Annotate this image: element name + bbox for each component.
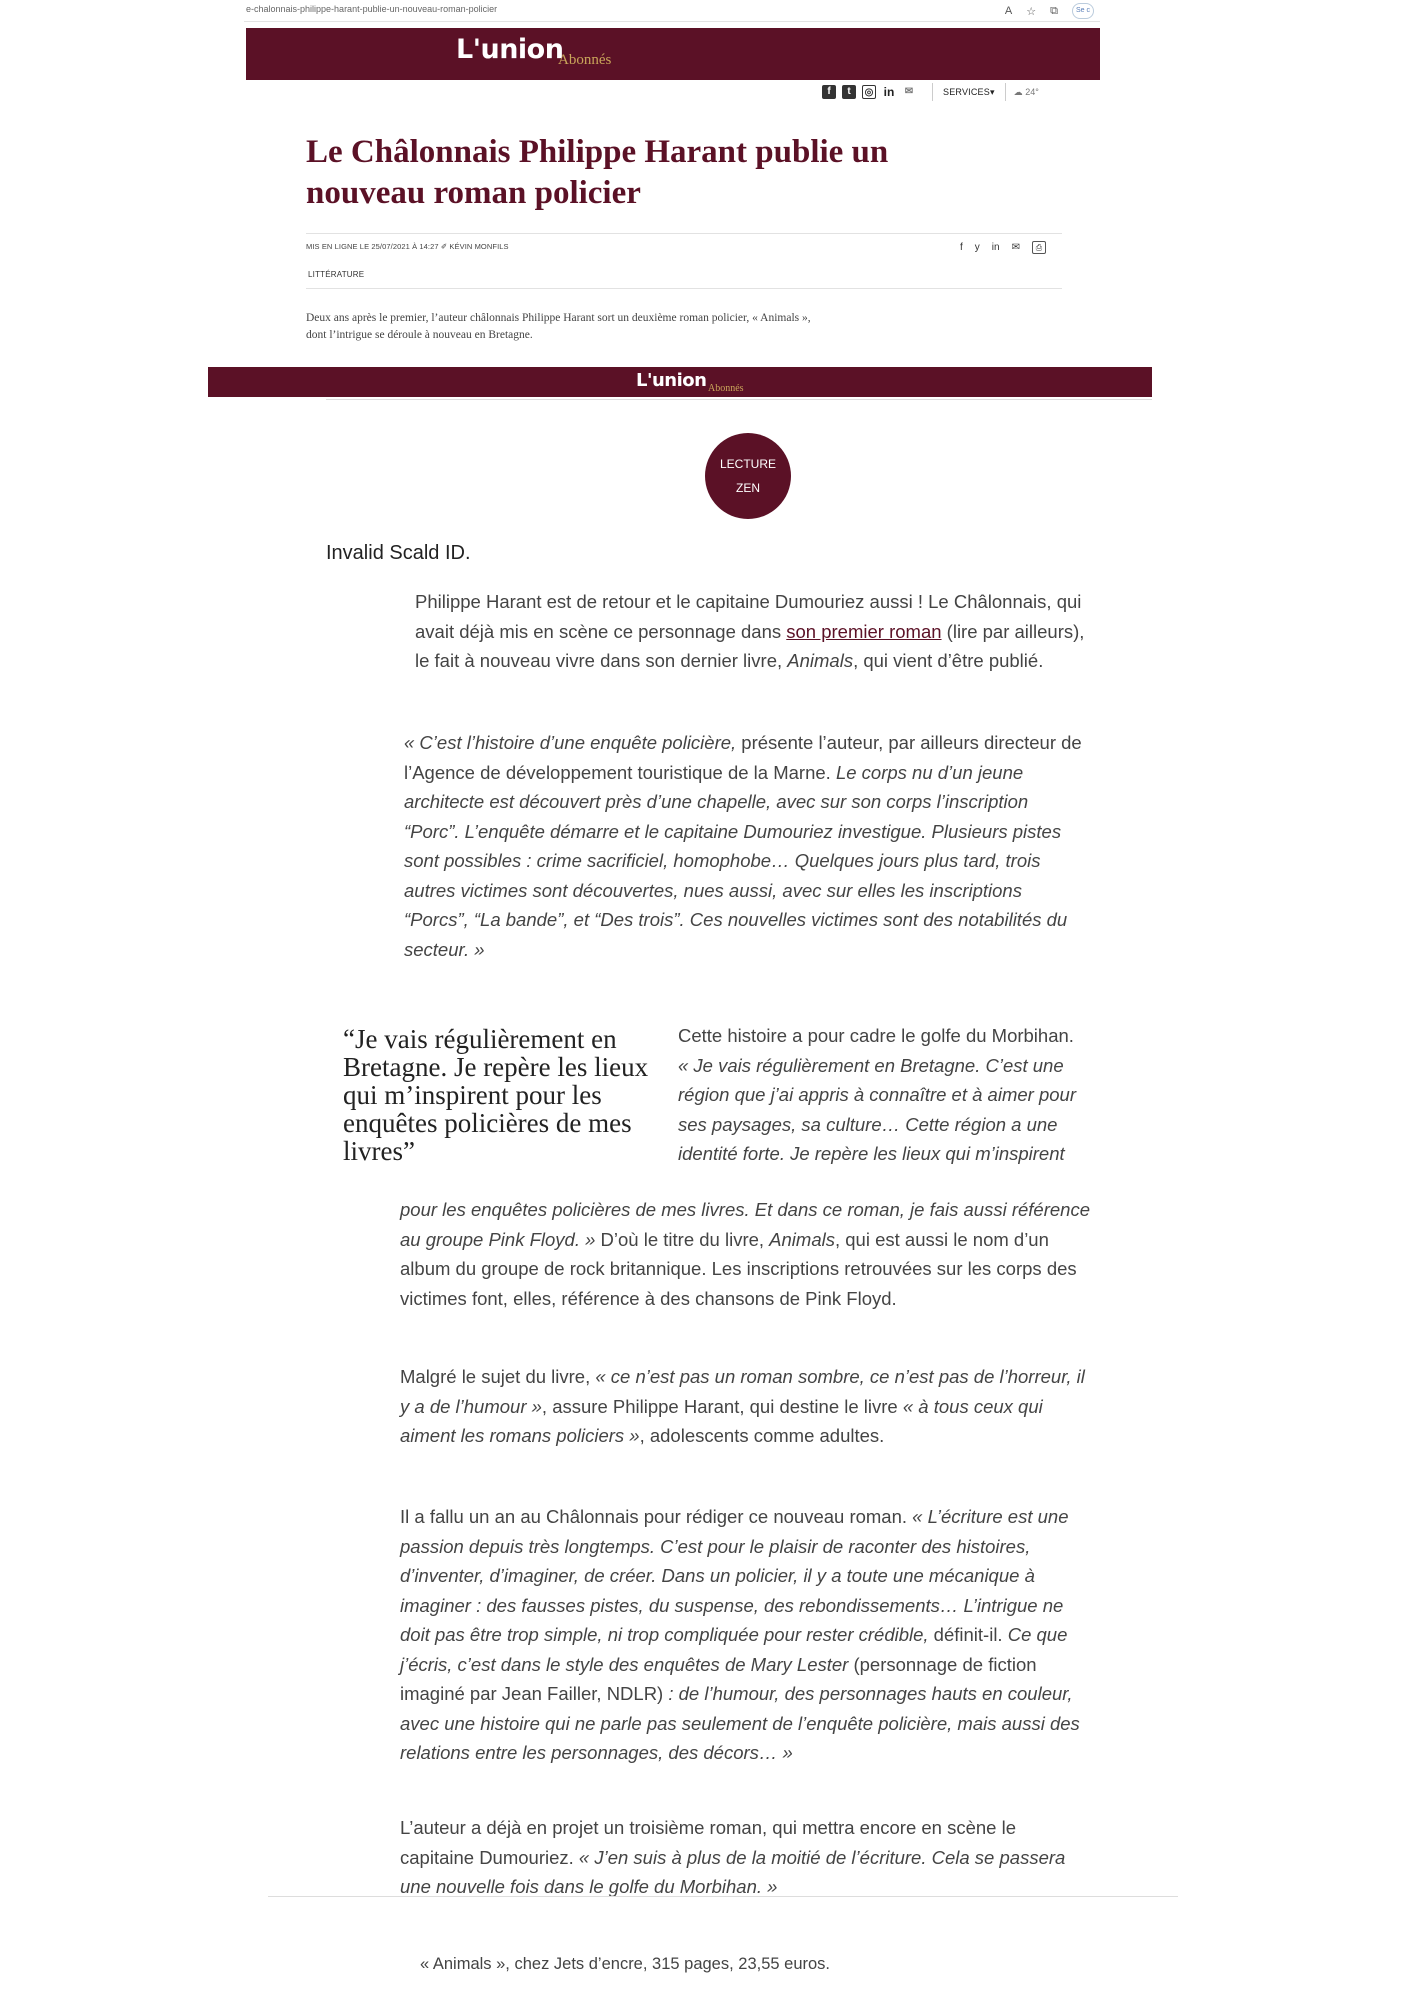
article-category[interactable]: LITTÉRATURE — [308, 270, 365, 279]
sidebar-search-button[interactable]: Se c — [1072, 3, 1094, 19]
share-twitter-icon[interactable]: y — [974, 242, 980, 253]
p6-text: L’auteur a déjà en projet un troisième roman, qui mettra encore en scène le capitaine Dumouriez. — [400, 1817, 1017, 1868]
print-icon[interactable]: ⎙ — [1032, 241, 1046, 254]
p1-book-title: Animals — [787, 650, 854, 671]
favorite-star-icon[interactable]: ☆ — [1026, 5, 1037, 18]
p2-quote-2: Le corps nu d’un jeune architecte est découvert près d’une chapelle, avec sur son corps l’inscription “Porc”. L’enquête démarre et le capitaine Dumouriez investigue. Plusieurs pistes sont possibles : crime sacrificiel, homophobe… Quelques jours plus tard, trois autres victimes sont découvertes, nues aussi, avec sur elles les inscriptions “Porcs”, “La bande”, et “Des trois”. Ces nouvelles victimes sont des notabilités du secteur. » — [404, 761, 1068, 960]
zen-line-1: LECTURE — [719, 457, 776, 471]
p1-text-2: (lire par ailleurs), le fait à nouveau vivre dans son dernier livre, — [415, 620, 1085, 671]
weather-widget[interactable] — [1014, 87, 1039, 98]
twitter-icon[interactable]: t — [842, 85, 856, 99]
sticky-divider — [326, 399, 1152, 400]
p2-text: présente l’auteur, par ailleurs directeur de l’Agence de développement touristique de la Marne. — [404, 732, 1082, 783]
newsletter-icon[interactable]: ✉ — [904, 86, 914, 97]
address-bar-icons — [1005, 3, 1094, 19]
facebook-icon[interactable]: f — [822, 85, 836, 99]
p3-book-title: Animals — [769, 1228, 835, 1250]
paragraph-5 — [400, 1502, 1090, 1768]
paragraph-1 — [415, 587, 1095, 676]
paragraph-4 — [400, 1362, 1090, 1451]
article-meta: MIS EN LIGNE LE 25/07/2021 À 14:27 ✐ KÉVIN MONFILS — [306, 242, 509, 251]
paragraph-3-bottom — [400, 1195, 1090, 1313]
article-title: Le Châlonnais Philippe Harant publie un nouveau roman policier — [306, 134, 889, 211]
read-aloud-icon[interactable]: A — [1004, 5, 1013, 17]
p5-text-2: définit-il. — [928, 1624, 1008, 1645]
sticky-logo[interactable]: L'union — [636, 370, 707, 391]
paragraph-6 — [400, 1813, 1090, 1902]
share-email-icon[interactable]: ✉ — [1011, 242, 1020, 253]
paragraph-3-top — [678, 1021, 1078, 1169]
services-menu[interactable]: SERVICES▾ — [932, 83, 1006, 101]
linkedin-icon[interactable]: in — [883, 85, 895, 99]
weather-temperature: 24° — [1025, 86, 1039, 97]
p2-quote-1: « C’est l’histoire d’une enquête policière, — [404, 732, 737, 753]
p1-text: Philippe Harant est de retour et le capitaine Dumouriez aussi ! Le Châlonnais, qui avait déjà mis en scène ce personnage dans — [415, 591, 1082, 642]
pull-quote: “Je vais régulièrement en Bretagne. Je repère les lieux qui m’inspirent pour les enquêtes policières de mes livres” — [343, 1024, 649, 1166]
share-facebook-icon[interactable]: f — [960, 242, 963, 253]
p5-quote-3: : de l’humour, des personnages hauts en couleur, avec une histoire qui ne parle pas seulement de l’enquête policière, mais aussi des relations entre les personnages, des décors… » — [400, 1683, 1080, 1763]
sticky-logo-subscribers: Abonnés — [708, 383, 744, 394]
collections-icon[interactable]: ⧉ — [1050, 4, 1058, 17]
share-bar — [960, 241, 1046, 254]
p5-text-3: (personnage de fiction imaginé par Jean Failler, NDLR) — [400, 1653, 1037, 1704]
paragraph-2 — [404, 728, 1084, 964]
share-linkedin-icon[interactable]: in — [991, 242, 1000, 253]
p5-quote: « L’écriture est une passion depuis très longtemps. C’est pour le plaisir de raconter des histoires, d’inventer, d’imaginer, de créer. Dans un policier, il y a toute une mécanique à imaginer : des fausses pistes, du suspense, des rebondissements… L’intrigue ne doit pas être trop simple, ni trop compliquée pour rester crédible, — [400, 1506, 1069, 1645]
zen-reading-button[interactable] — [705, 433, 791, 519]
meta-divider — [306, 233, 1062, 234]
site-logo[interactable]: L'union — [456, 34, 564, 65]
scald-error: Invalid Scald ID. — [326, 542, 471, 564]
p4-text-3: , adolescents comme adultes. — [639, 1425, 885, 1446]
p3-text: Cette histoire a pour cadre le golfe du Morbihan. — [678, 1025, 1074, 1046]
p3-quote: « Je vais régulièrement en Bretagne. C’est une région que j’ai appris à connaître et à aimer pour ses paysages, sa culture… Cette région a une identité forte. Je repère les lieux qui m’inspirent — [678, 1054, 1076, 1164]
p4-quote: « ce n’est pas un roman sombre, ce n’est pas de l’horreur, il y a de l’humour » — [400, 1366, 1085, 1417]
first-novel-link[interactable]: son premier roman — [786, 620, 942, 642]
cloud-icon: ☁ — [1013, 86, 1023, 97]
p3-quote-2: pour les enquêtes policières de mes livres. Et dans ce roman, je fais aussi référence au groupe Pink Floyd. » — [400, 1199, 1090, 1250]
site-header — [246, 28, 1100, 80]
zen-line-2: ZEN — [736, 481, 760, 495]
sticky-header — [208, 367, 1152, 397]
p6-quote: « J’en suis à plus de la moitié de l’écriture. Cela se passera une nouvelle fois dans le golfe du Morbihan. » — [400, 1846, 1066, 1897]
book-info: « Animals », chez Jets d’encre, 315 pages, 23,55 euros. — [420, 1955, 831, 1973]
social-bar — [822, 82, 1100, 102]
p3-text-3: , qui est aussi le nom d’un album du groupe de rock britannique. Les inscriptions retrouvées sur les corps des victimes font, elles, référence à des chansons de Pink Floyd. — [400, 1228, 1077, 1309]
p1-text-3: , qui vient d’être publié. — [853, 650, 1044, 671]
address-url[interactable]: e-chalonnais-philippe-harant-publie-un-nouveau-roman-policier — [246, 4, 498, 14]
site-logo-subscribers: Abonnés — [558, 52, 612, 68]
category-divider — [306, 288, 1062, 289]
p4-text-2: , assure Philippe Harant, qui destine le livre — [541, 1395, 903, 1417]
p3-text-2: D’où le titre du livre, — [595, 1228, 770, 1250]
article-end-divider — [268, 1896, 1178, 1897]
p5-quote-2: Ce que j’écris, c’est dans le style des enquêtes de Mary Lester — [400, 1624, 1068, 1675]
p4-quote-2: « à tous ceux qui aiment les romans policiers » — [400, 1395, 1043, 1446]
p5-text: Il a fallu un an au Châlonnais pour rédiger ce nouveau roman. — [400, 1506, 913, 1527]
p4-text: Malgré le sujet du livre, — [400, 1366, 596, 1387]
article-lead: Deux ans après le premier, l’auteur châlonnais Philippe Harant sort un deuxième roman policier, « Animals », dont l’intrigue se déroule à nouveau en Bretagne. — [306, 312, 811, 341]
address-bar[interactable] — [244, 0, 1100, 22]
instagram-icon[interactable]: ◎ — [862, 85, 876, 99]
